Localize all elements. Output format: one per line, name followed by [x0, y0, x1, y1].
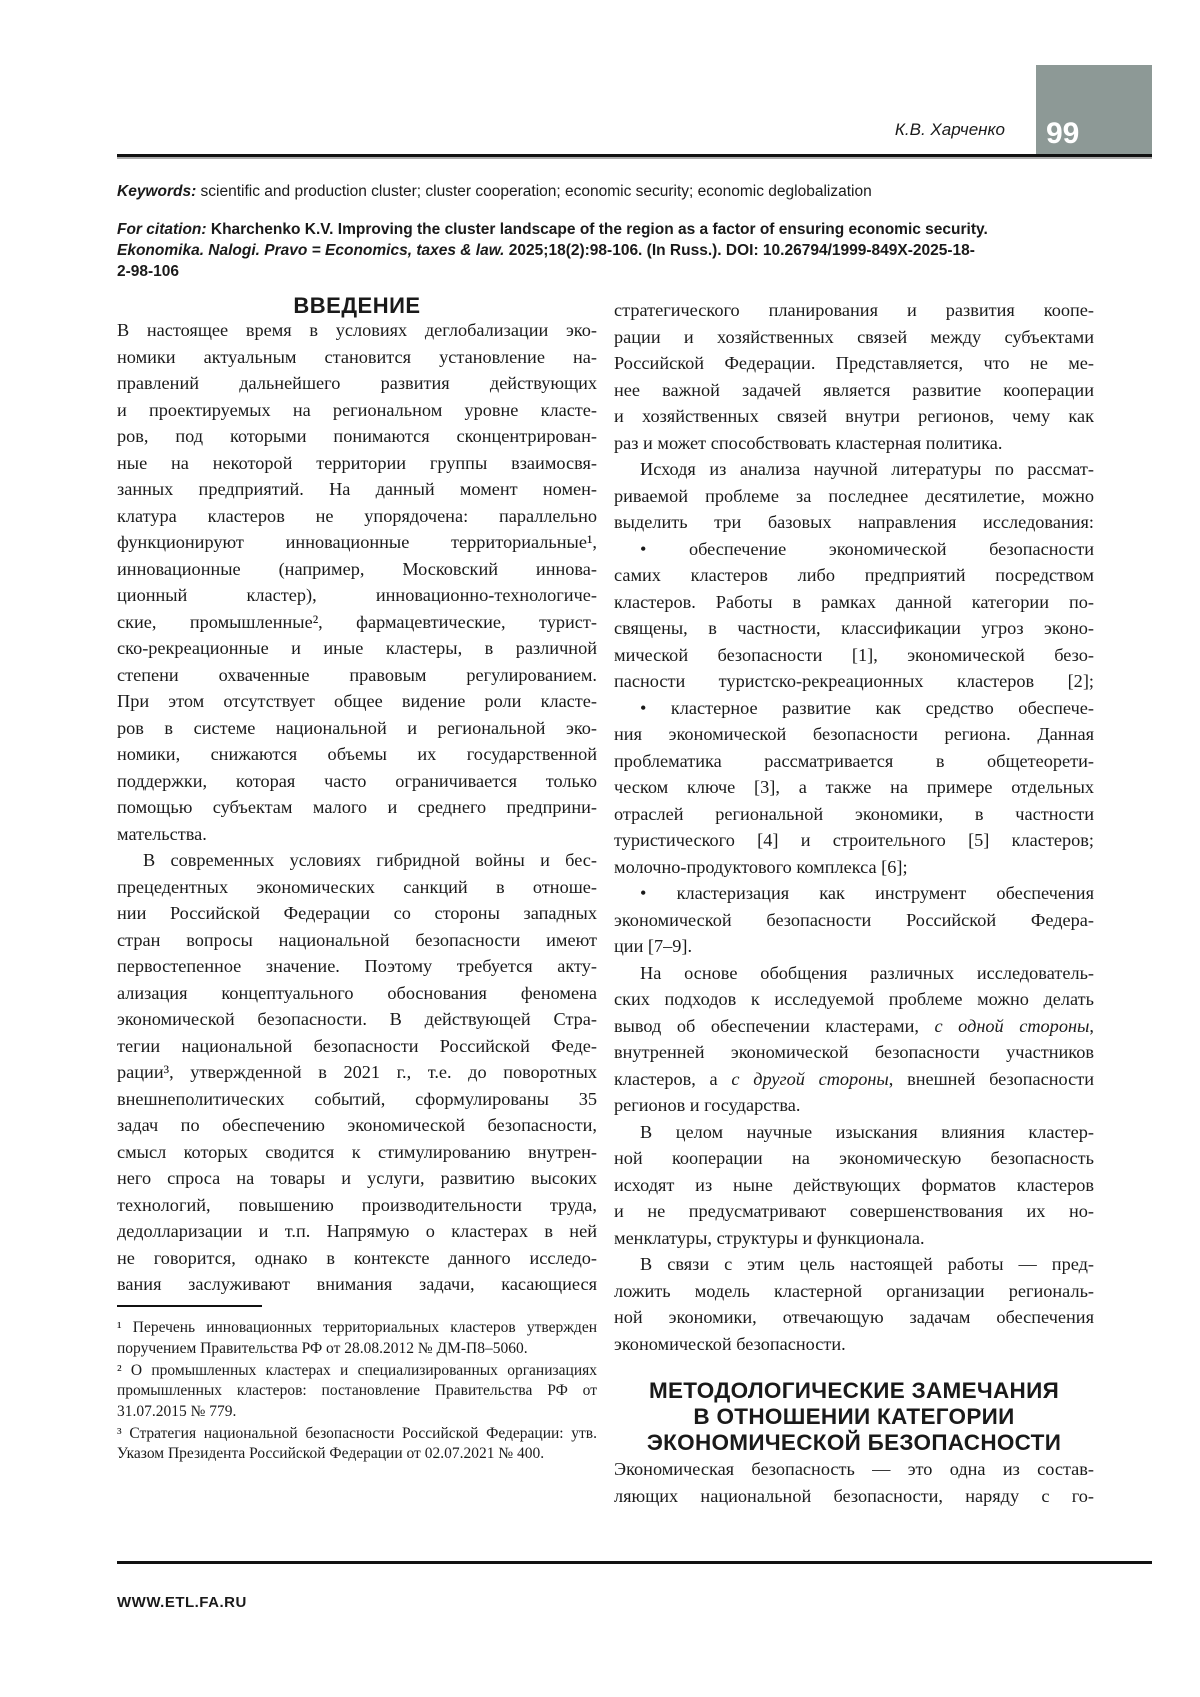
text-line	[614, 1066, 1094, 1093]
journal-website-link[interactable]: WWW.ETL.FA.RU	[117, 1594, 247, 1611]
text-segment: кластеров, а	[614, 1069, 731, 1089]
text-line: самих кластеров либо предприятий посредством	[614, 562, 1094, 589]
text-segment: , внешней безопасности	[889, 1069, 1094, 1089]
text-line: внешнеполитических событий, сформулированы 35	[117, 1086, 597, 1113]
text-line: раз и может способствовать кластерная политика.	[614, 430, 1094, 457]
text-line: номики, снижаются объемы их государственной	[117, 741, 597, 768]
text-line: клатура кластеров не упорядочена: параллельно	[117, 503, 597, 530]
text-line: первостепенное значение. Поэтому требуется акту-	[117, 953, 597, 980]
footnote-rule	[117, 1305, 262, 1307]
text-line: ния экономической безопасности региона. Данная	[614, 721, 1094, 748]
text-line: отраслей региональной экономики, в частности	[614, 801, 1094, 828]
keywords-label: Keywords:	[117, 183, 196, 200]
text-line: экономической безопасности.	[614, 1331, 1094, 1358]
text-line: и хозяйственных связей внутри регионов, чему как	[614, 403, 1094, 430]
intro-heading: ВВЕДЕНИЕ	[117, 293, 597, 319]
text-line: ческом ключе [3], а также на примере отдельных	[614, 774, 1094, 801]
text-line: регионов и государства.	[614, 1092, 1094, 1119]
text-line: выделить три базовых направления исследования:	[614, 509, 1094, 536]
section-heading-line: МЕТОДОЛОГИЧЕСКИЕ ЗАМЕЧАНИЯ	[614, 1378, 1094, 1404]
text-line: В целом научные изыскания влияния кластер-	[614, 1119, 1094, 1146]
text-line: туристического [4] и строительного [5] кластеров;	[614, 827, 1094, 854]
footer-rule	[117, 1561, 1152, 1564]
footnote-1: ¹ Перечень инновационных территориальных кластеров утвержден поручением Правительства РФ от 28.08.2012 № ДМ-П8–5060.	[117, 1318, 597, 1359]
running-head-author: К.В. Харченко	[895, 120, 1005, 140]
text-line: В связи с этим цель настоящей работы — пред-	[614, 1251, 1094, 1278]
section-text	[614, 1456, 1094, 1509]
section-heading	[614, 1378, 1094, 1456]
text-line: не говорится, однако в контексте данного исследо-	[117, 1245, 597, 1272]
text-line: стран вопросы национальной безопасности имеют	[117, 927, 597, 954]
text-line: тегии национальной безопасности Российской Феде-	[117, 1033, 597, 1060]
text-line: пасности туристско-рекреационных кластеров [2];	[614, 668, 1094, 695]
text-line: ложить модель кластерной организации региональ-	[614, 1278, 1094, 1305]
text-line: ной кооперации на экономическую безопасность	[614, 1145, 1094, 1172]
text-line: В настоящее время в условиях деглобализации эко-	[117, 317, 597, 344]
text-line: менклатуры, структуры и функционала.	[614, 1225, 1094, 1252]
text-line: мической безопасности [1], экономической безо-	[614, 642, 1094, 669]
text-line: нее важной задачей является развитие кооперации	[614, 377, 1094, 404]
text-line: • кластерное развитие как средство обеспече-	[614, 695, 1094, 722]
text-line: На основе обобщения различных исследователь-	[614, 960, 1094, 987]
text-line	[614, 1013, 1094, 1040]
text-line: стратегического планирования и развития коопе-	[614, 297, 1094, 324]
text-line: проблематика рассматривается в общетеорети-	[614, 748, 1094, 775]
text-line: рации и хозяйственных связей между субъектами	[614, 324, 1094, 351]
right-column	[614, 297, 1094, 1357]
citation-line1: Kharchenko K.V. Improving the cluster landscape of the region as a factor of ensuring economic security.	[207, 221, 988, 238]
text-line: и не предусматривают совершенствования их но-	[614, 1198, 1094, 1225]
text-line: молочно-продуктового комплекса [6];	[614, 854, 1094, 881]
text-line: риваемой проблеме за последнее десятилетие, можно	[614, 483, 1094, 510]
header-rule	[117, 154, 1152, 157]
text-line: внутренней экономической безопасности участников	[614, 1039, 1094, 1066]
text-line: ной экономики, отвечающую задачам обеспечения	[614, 1304, 1094, 1331]
text-line: занных предприятий. На данный момент номен-	[117, 476, 597, 503]
text-line: экономической безопасности Российской Федера-	[614, 907, 1094, 934]
text-line: мательства.	[117, 821, 597, 848]
text-line: ции [7–9].	[614, 933, 1094, 960]
text-line: задач по обеспечению экономической безопасности,	[117, 1112, 597, 1139]
page-number: 99	[1046, 117, 1079, 151]
text-line: экономической безопасности. В действующей Стра-	[117, 1006, 597, 1033]
text-line: вания заслуживают внимания задачи, касающиеся	[117, 1271, 597, 1298]
text-line: ров в системе национальной и региональной эко-	[117, 715, 597, 742]
text-line: Российской Федерации. Представляется, что не ме-	[614, 350, 1094, 377]
text-line: ализация концептуального обоснования феномена	[117, 980, 597, 1007]
citation-line3: 2-98-106	[117, 263, 1117, 281]
footnote-2: ² О промышленных кластерах и специализированных организациях промышленных кластеров: постановление Правительства РФ от 31.07.2015 № 779.	[117, 1361, 597, 1423]
citation-label: For citation:	[117, 221, 207, 238]
text-line: функционируют инновационные территориальные¹,	[117, 529, 597, 556]
text-line: смысл которых сводится к стимулированию внутрен-	[117, 1139, 597, 1166]
text-line: При этом отсутствует общее видение роли класте-	[117, 688, 597, 715]
text-line: дедолларизации и т.п. Напрямую о кластерах в ней	[117, 1218, 597, 1245]
italic-text: с другой стороны	[731, 1069, 888, 1089]
text-line: рации³, утвержденной в 2021 г., т.е. до поворотных	[117, 1059, 597, 1086]
text-line: ляющих национальной безопасности, наряду с го-	[614, 1483, 1094, 1510]
text-line: прецедентных экономических санкций в отноше-	[117, 874, 597, 901]
text-line: ные на некоторой территории группы взаимосвя-	[117, 450, 597, 477]
text-line: кластеров. Работы в рамках данной категории по-	[614, 589, 1094, 616]
text-line: • обеспечение экономической безопасности	[614, 536, 1094, 563]
text-line: инновационные (например, Московский иннова-	[117, 556, 597, 583]
text-segment: ,	[1089, 1016, 1094, 1036]
keywords-text: scientific and production cluster; cluster cooperation; economic security; economic deglobalization	[196, 183, 871, 200]
footnote-3: ³ Стратегия национальной безопасности Российской Федерации: утв. Указом Президента Российской Федерации от 02.07.2021 № 400.	[117, 1424, 597, 1465]
citation-line2: 2025;18(2):98-106. (In Russ.). DOI: 10.26794/1999-849X-2025-18-	[505, 242, 975, 259]
text-line: • кластеризация как инструмент обеспечения	[614, 880, 1094, 907]
italic-text: с одной стороны	[935, 1016, 1090, 1036]
text-line: исходят из ныне действующих форматов кластеров	[614, 1172, 1094, 1199]
text-line: нии Российской Федерации со стороны западных	[117, 900, 597, 927]
keywords	[117, 183, 1117, 201]
text-line: номики актуальным становится установление на-	[117, 344, 597, 371]
text-line: В современных условиях гибридной войны и бес-	[117, 847, 597, 874]
citation	[117, 221, 1117, 281]
text-line: и проектируемых на региональном уровне класте-	[117, 397, 597, 424]
text-line: помощью субъектам малого и среднего предприни-	[117, 794, 597, 821]
text-line: правлений дальнейшего развития действующих	[117, 370, 597, 397]
footnotes	[117, 1318, 597, 1466]
text-line: Исходя из анализа научной литературы по рассмат-	[614, 456, 1094, 483]
text-line: степени охваченные правовым регулированием.	[117, 662, 597, 689]
section-heading-line: В ОТНОШЕНИИ КАТЕГОРИИ	[614, 1404, 1094, 1430]
text-line: ских подходов к исследуемой проблеме можно делать	[614, 986, 1094, 1013]
text-line: ские, промышленные², фармацевтические, турист-	[117, 609, 597, 636]
left-column	[117, 317, 597, 1298]
text-line: священы, в частности, классификации угроз эконо-	[614, 615, 1094, 642]
text-segment: вывод об обеспечении кластерами,	[614, 1016, 935, 1036]
text-line: поддержки, которая часто ограничивается только	[117, 768, 597, 795]
text-line: ско-рекреационные и иные кластеры, в различной	[117, 635, 597, 662]
section-heading-line: ЭКОНОМИЧЕСКОЙ БЕЗОПАСНОСТИ	[614, 1430, 1094, 1456]
text-line: него спроса на товары и услуги, развитию высоких	[117, 1165, 597, 1192]
text-line: ров, под которыми понимаются сконцентрирован-	[117, 423, 597, 450]
text-line: Экономическая безопасность — это одна из состав-	[614, 1456, 1094, 1483]
text-line: технологий, повышению производительности труда,	[117, 1192, 597, 1219]
citation-journal: Ekonomika. Nalogi. Pravo = Economics, taxes & law.	[117, 242, 505, 259]
text-line: ционный кластер), инновационно-технологиче-	[117, 582, 597, 609]
